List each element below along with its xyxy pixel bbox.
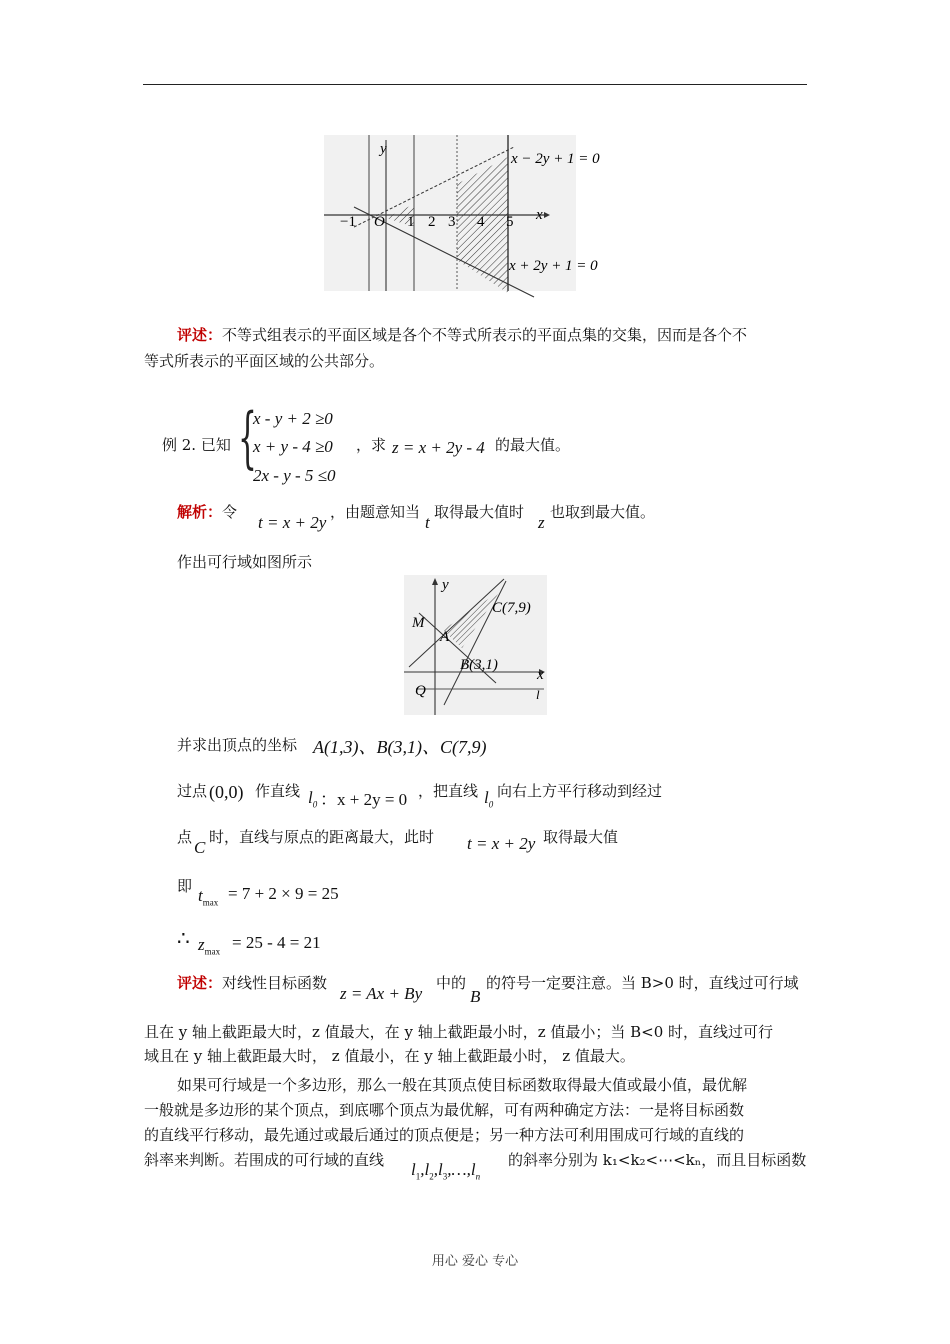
solution-mid: ，由题意知当 <box>330 503 421 521</box>
solution-t-definition: t = x + 2y <box>258 513 327 532</box>
header-rule <box>143 84 807 85</box>
line-move-point: (0,0) <box>209 782 244 802</box>
figure2-label-l: l <box>536 687 540 702</box>
paragraph-line2: 一般就是多边形的某个顶点，到底哪个顶点为最优解，可有两种确定方法：一是将目标函数 <box>144 1101 745 1119</box>
paragraph-line4-b: 的斜率分别为 k₁<k₂<⋯<kₙ，而且目标函数 <box>508 1151 807 1169</box>
example2-ask: ，求 <box>356 436 387 454</box>
vertices-coordinates: A(1,3)、B(3,1)、C(7,9) <box>313 737 487 757</box>
comment2-B: B <box>470 987 481 1006</box>
solution-z: z <box>538 513 545 532</box>
line-move-equation: ：x + 2y = 0 <box>320 790 408 809</box>
line-move-l0-repeat-sub: 0 <box>488 799 494 810</box>
solution-feasible: 作出可行域如图所示 <box>177 553 313 571</box>
comment2-p1: 对线性目标函数 <box>222 974 328 992</box>
line-move-l0-sub: 0 <box>312 799 318 810</box>
example2-label: 例 2. 已知 <box>162 436 231 454</box>
vertices-text: 并求出顶点的坐标 <box>177 736 298 754</box>
figure1-axis-y-label: y <box>380 141 387 157</box>
figure1-tick-label: 4 <box>477 214 485 230</box>
solution-label-text: 解析： <box>177 503 223 521</box>
figure1-line2-label: x + 2y + 1 = 0 <box>509 258 598 274</box>
figure2-axis-x-label: x <box>537 667 544 683</box>
figure1-tick-label: −1 <box>340 214 356 230</box>
solution-mid2: 取得最大值时 <box>434 503 525 521</box>
example2-inequality-1: x - y + 2 ≥0 <box>253 409 333 428</box>
zmax-symbol <box>198 935 220 956</box>
zmax-expression: = 25 - 4 = 21 <box>232 933 321 952</box>
point-c-part2: 时，直线与原点的距离最大，此时 <box>209 828 435 846</box>
example2-target: z = x + 2y - 4 <box>392 438 485 457</box>
tmax-sub: max <box>202 897 219 908</box>
line-move-part4: 向右上方平行移动到经过 <box>497 782 663 800</box>
zmax-sub: max <box>204 946 221 957</box>
point-c-t-eq: t = x + 2y <box>467 834 536 853</box>
comment1-label: 评述： <box>177 326 223 344</box>
line-move-part2: 作直线 <box>255 782 301 800</box>
comment1-line1 <box>177 325 747 345</box>
point-c-part3: 取得最大值 <box>543 828 619 846</box>
line-move-l0-repeat <box>484 788 493 809</box>
point-c-part1: 点 <box>177 828 193 846</box>
page-footer: 用心 爱心 专心 <box>431 1254 519 1269</box>
comment1-text-line2: 等式所表示的平面区域的公共部分。 <box>144 352 385 370</box>
solution-end: 也取到最大值。 <box>550 503 656 521</box>
figure2-label-M: M <box>412 615 425 631</box>
figure1-tick-label: 1 <box>407 214 415 230</box>
figure1-line1-label: x − 2y + 1 = 0 <box>511 151 600 167</box>
tmax-ji: 即 <box>177 877 193 895</box>
paragraph-l3: l <box>437 1160 443 1179</box>
paragraph-line3: 的直线平行移动，最先通过或最后通过的顶点便是；另一种方法可利用围成可行域的直线的 <box>144 1126 745 1144</box>
comment1-text-line1: 不等式组表示的平面区域是各个不等式所表示的平面点集的交集，因而是各个不 <box>222 326 748 344</box>
figure1-axis-x-label: x <box>536 207 543 223</box>
comment2-p2: 中的 <box>436 974 467 992</box>
figure2-label-A: A <box>440 629 450 645</box>
line-move-l0-repeat-letter: l <box>484 788 489 807</box>
paragraph-line4-a: 斜率来判断。若围成的可行域的直线 <box>144 1151 385 1169</box>
zmax-z: z <box>198 935 205 954</box>
figure-2-feasible-region <box>404 575 547 715</box>
comment2-line2: 且在 y 轴上截距最大时，z 值最大，在 y 轴上截距最小时，z 值最小；当 B<0 时，直线过可行 <box>144 1023 774 1041</box>
comment2-line3: 域且在 y 轴上截距最大时， z 值最小，在 y 轴上截距最小时， z 值最大。 <box>144 1047 635 1065</box>
figure1-origin-label: O <box>374 214 385 230</box>
example2-tail: 的最大值。 <box>495 436 571 454</box>
figure1-tick-label: 5 <box>506 214 514 230</box>
figure-1-graph <box>324 135 600 291</box>
paragraph-ln: l <box>470 1160 476 1179</box>
line-move-part3: ，把直线 <box>418 782 479 800</box>
figure1-tick-label: 3 <box>448 214 456 230</box>
figure2-label-C: C(7,9) <box>492 600 531 616</box>
comment2-label: 评述： <box>177 974 223 992</box>
figure2-label-Q: Q <box>415 683 426 699</box>
tmax-expression: = 7 + 2 × 9 = 25 <box>228 884 339 903</box>
line-move-l0-letter: l <box>308 788 313 807</box>
comment2-line1-start <box>177 973 327 993</box>
point-c-C: C <box>194 838 206 857</box>
system-brace: { <box>238 399 257 476</box>
line-move-l0 <box>308 788 317 809</box>
example2-inequality-3: 2x - y - 5 ≤0 <box>253 466 336 485</box>
comment2-p3: 的符号一定要注意。当 B>0 时，直线过可行域 <box>486 974 799 992</box>
example2-inequality-2: x + y - 4 ≥0 <box>253 437 333 456</box>
paragraph-lines-list: $l_1,l_2,l_3,\dots,l_n$ <box>411 1160 481 1182</box>
figure2-axis-y-label: y <box>442 577 449 593</box>
figure1-tick-label: 2 <box>428 214 436 230</box>
therefore-symbol: ∴ <box>177 926 190 950</box>
line-move-part1: 过点 <box>177 782 208 800</box>
solution-let: 令 <box>222 503 238 521</box>
paragraph-l2: l <box>424 1160 430 1179</box>
solution-label <box>177 502 237 522</box>
tmax-t: t <box>198 886 203 905</box>
solution-t: t <box>425 513 430 532</box>
comment2-func: z = Ax + By <box>340 984 423 1003</box>
tmax-symbol <box>198 886 218 907</box>
figure2-label-B: B(3,1) <box>460 657 498 673</box>
paragraph-line1: 如果可行域是一个多边形，那么一般在其顶点使目标函数取得最大值或最小值，最优解 <box>177 1076 748 1094</box>
paragraph-l1: l <box>411 1160 416 1179</box>
